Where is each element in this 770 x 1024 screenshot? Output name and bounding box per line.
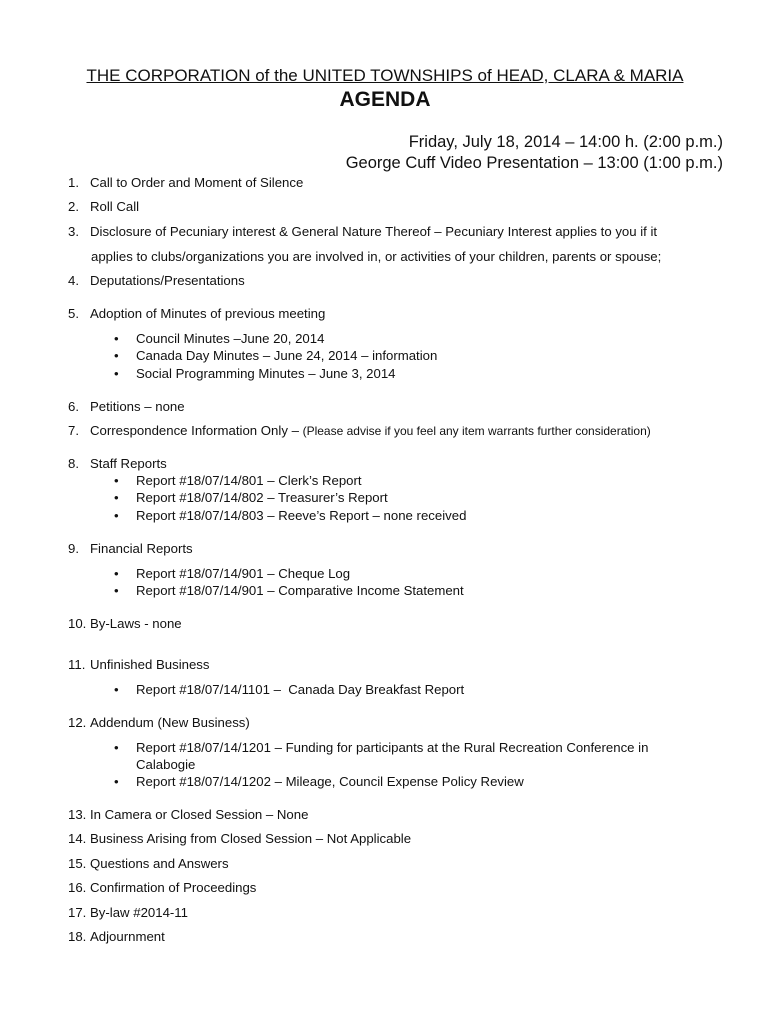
list-item: • Report #18/07/14/901 – Comparative Income Statement bbox=[114, 583, 464, 598]
agenda-item-3 bbox=[68, 224, 657, 239]
bullet-icon: • bbox=[114, 490, 119, 505]
item-number: 13. bbox=[68, 807, 87, 822]
bullet-icon: • bbox=[114, 740, 119, 755]
agenda-item-11 bbox=[68, 657, 210, 672]
item-number: 3. bbox=[68, 224, 79, 239]
bullet-icon: • bbox=[114, 583, 119, 598]
item-text: Adoption of Minutes of previous meeting bbox=[90, 306, 326, 321]
bullet-icon: • bbox=[114, 366, 119, 381]
item-text: Roll Call bbox=[90, 199, 140, 214]
item-number: 17. bbox=[68, 905, 87, 920]
agenda-heading: AGENDA bbox=[339, 88, 431, 111]
item-text: Disclosure of Pecuniary interest & General Nature Thereof – Pecuniary Interest applies to you if it bbox=[90, 224, 658, 239]
item-number: 7. bbox=[68, 423, 79, 438]
list-item: • Report #18/07/14/801 – Clerk’s Report bbox=[114, 473, 362, 488]
item-text: Questions and Answers bbox=[90, 856, 229, 871]
item-number: 14. bbox=[68, 831, 87, 846]
agenda-item-17 bbox=[68, 905, 188, 920]
agenda-item-4 bbox=[68, 273, 245, 288]
list-item: • Social Programming Minutes – June 3, 2014 bbox=[114, 366, 396, 381]
agenda-item-14 bbox=[68, 831, 411, 846]
item-text: In Camera or Closed Session – None bbox=[90, 807, 309, 822]
item-text: Business Arising from Closed Session – Not Applicable bbox=[90, 831, 412, 846]
item-number: 10. bbox=[68, 616, 87, 631]
bullet-icon: • bbox=[114, 331, 119, 346]
item-text: By-law #2014-11 bbox=[90, 905, 188, 920]
item-text: By-Laws - none bbox=[90, 616, 182, 631]
item-text: Staff Reports bbox=[90, 456, 167, 471]
agenda-item-6 bbox=[68, 399, 185, 414]
list-item-continuation: Calabogie bbox=[136, 757, 196, 772]
list-item: • Report #18/07/14/901 – Cheque Log bbox=[114, 566, 351, 581]
list-item: • Report #18/07/14/1201 – Funding for participants at the Rural Recreation Conference in bbox=[114, 740, 649, 755]
list-item: • Canada Day Minutes – June 24, 2014 – information bbox=[114, 348, 438, 363]
item-number: 1. bbox=[68, 175, 79, 190]
item-text: Unfinished Business bbox=[90, 657, 210, 672]
item-text: Petitions – none bbox=[90, 399, 185, 414]
item-number: 2. bbox=[68, 199, 79, 214]
agenda-item-7 bbox=[68, 423, 651, 438]
agenda-item-8 bbox=[68, 456, 167, 471]
item-text: Deputations/Presentations bbox=[90, 273, 245, 288]
list-item: • Council Minutes –June 20, 2014 bbox=[114, 331, 325, 346]
item-text: Call to Order and Moment of Silence bbox=[90, 175, 304, 190]
list-item: • Report #18/07/14/1101 – Canada Day Breakfast Report bbox=[114, 682, 465, 697]
item-text: Confirmation of Proceedings bbox=[90, 880, 257, 895]
agenda-item-10 bbox=[68, 616, 182, 631]
agenda-item-16 bbox=[68, 880, 256, 895]
agenda-item-1 bbox=[68, 175, 303, 190]
presentation-time: George Cuff Video Presentation – 13:00 (1:00 p.m.) bbox=[345, 154, 723, 172]
bullet-icon: • bbox=[114, 508, 119, 523]
item-note: (Please advise if you feel any item warrants further consideration) bbox=[302, 424, 651, 438]
item-text: Addendum (New Business) bbox=[90, 715, 250, 730]
item-number: 4. bbox=[68, 273, 79, 288]
agenda-item-13 bbox=[68, 807, 308, 822]
list-item: • Report #18/07/14/1202 – Mileage, Council Expense Policy Review bbox=[114, 774, 524, 789]
agenda-item-5 bbox=[68, 306, 325, 321]
item-text: Adjournment bbox=[90, 929, 165, 944]
bullet-icon: • bbox=[114, 473, 119, 488]
agenda-item-2 bbox=[68, 199, 139, 214]
item-number: 18. bbox=[68, 929, 87, 944]
item-number: 6. bbox=[68, 399, 79, 414]
agenda-item-18 bbox=[68, 929, 165, 944]
bullet-icon: • bbox=[114, 566, 119, 581]
bullet-icon: • bbox=[114, 348, 119, 363]
item-number: 16. bbox=[68, 880, 87, 895]
meeting-date: Friday, July 18, 2014 – 14:00 h. (2:00 p.m.) bbox=[408, 133, 723, 151]
item-text: Financial Reports bbox=[90, 541, 193, 556]
bullet-icon: • bbox=[114, 682, 119, 697]
item-number: 8. bbox=[68, 456, 79, 471]
list-item: • Report #18/07/14/802 – Treasurer’s Report bbox=[114, 490, 388, 505]
item-text: Correspondence Information Only – bbox=[90, 423, 303, 438]
item-number: 11. bbox=[68, 657, 86, 672]
item-number: 12. bbox=[68, 715, 87, 730]
list-item: • Report #18/07/14/803 – Reeve’s Report – none received bbox=[114, 508, 467, 523]
organization-title: THE CORPORATION of the UNITED TOWNSHIPS of HEAD, CLARA & MARIA bbox=[86, 66, 684, 85]
agenda-item-12 bbox=[68, 715, 250, 730]
item-number: 5. bbox=[68, 306, 79, 321]
item-number: 9. bbox=[68, 541, 79, 556]
agenda-item-15 bbox=[68, 856, 229, 871]
agenda-item-9 bbox=[68, 541, 193, 556]
item-number: 15. bbox=[68, 856, 87, 871]
bullet-icon: • bbox=[114, 774, 119, 789]
agenda-item-3-continuation: applies to clubs/organizations you are involved in, or activities of your children, parents or spouse; bbox=[91, 249, 662, 264]
